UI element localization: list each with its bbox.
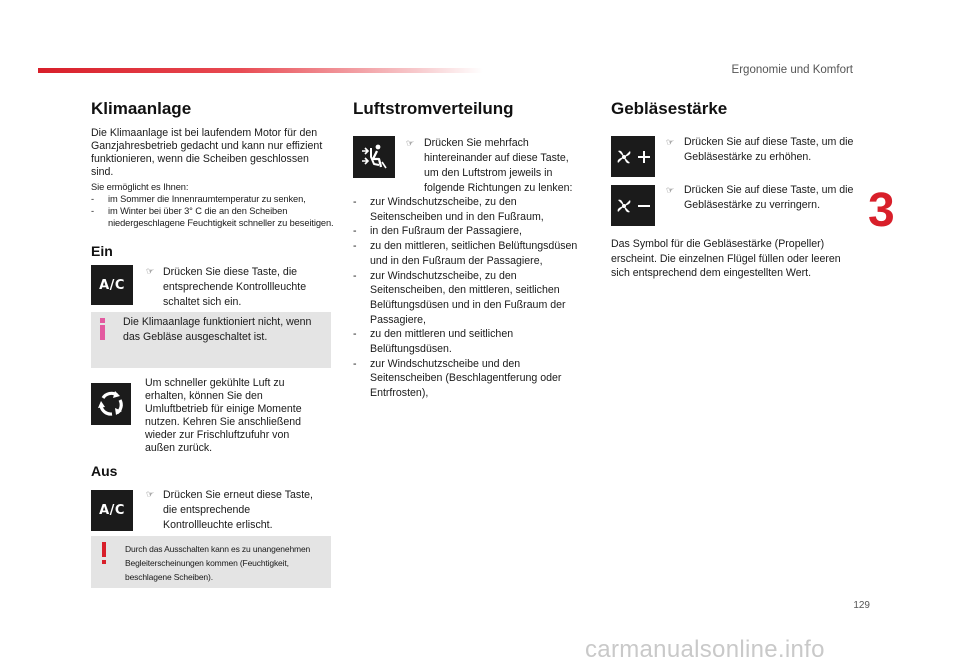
- recirculation-button: [91, 383, 131, 425]
- ac-button-label: A/C: [99, 277, 125, 293]
- warning-icon: [99, 541, 109, 565]
- air-direction-item: - zur Windschutzscheibe, zu den Seitenscheiben, den mittleren, seitlichen Belüftungsdüsen und in den Fußraum der Passagiere,: [353, 269, 588, 328]
- geblaese-heading: Gebläsestärke: [611, 99, 728, 118]
- ein-instruction: Drücken Sie diese Taste, die entsprechende Kontrollleuchte schaltet sich ein.: [163, 266, 307, 308]
- enables-item: - im Sommer die Innenraumtemperatur zu senken,: [91, 193, 336, 205]
- fan-plus-icon: [614, 145, 652, 169]
- ac-on-button: [91, 265, 133, 305]
- air-direction-item: - zu den mittleren, seitlichen Belüftungsdüsen und in den Fußraum der Passagiere,: [353, 239, 588, 268]
- ac-off-button: [91, 490, 133, 531]
- finger-bullet-icon: ☞: [666, 185, 675, 195]
- recirculation-text: Um schneller gekühlte Luft zu erhalten, können Sie den Umluftbetrieb für einige Momente nutzen. Kehren Sie anschließend wieder zur Frischluftzufuhr von außen zurück.: [145, 377, 302, 454]
- air-distribution-icon: [359, 142, 389, 172]
- warning-note-box: [91, 536, 331, 588]
- ac-button-label: A/C: [99, 503, 125, 518]
- klimaanlage-intro: Die Klimaanlage ist bei laufendem Motor für den Ganzjahresbetrieb gedacht und kann nur effizient funktionieren, wenn die Scheiben geschlossen sind.: [91, 127, 323, 178]
- fan-minus-icon: [614, 194, 652, 218]
- klimaanlage-heading: Klimaanlage: [91, 99, 192, 118]
- section-title: Ergonomie und Komfort: [731, 64, 853, 76]
- aus-heading: Aus: [91, 463, 118, 479]
- klimaanlage-enables: [91, 181, 336, 229]
- air-direction-item: - zur Windschutzscheibe, zu den Seitenscheiben und in den Fußraum,: [353, 195, 588, 224]
- fan-increase-instruction: Drücken Sie auf diese Taste, um die Gebläsestärke zu erhöhen.: [684, 136, 854, 163]
- air-distribution-button: [353, 136, 395, 178]
- fan-description: Das Symbol für die Gebläsestärke (Propeller) erscheint. Die einzelnen Flügel füllen oder leeren sich entsprechend dem eingestellten Wert.: [611, 238, 841, 279]
- finger-bullet-icon: ☞: [406, 138, 415, 148]
- page-number: 129: [853, 600, 870, 611]
- info-note-text: Die Klimaanlage funktioniert nicht, wenn das Gebläse ausgeschaltet ist.: [123, 316, 312, 343]
- air-direction-item: - zur Windschutzscheibe und den Seitenscheiben (Beschlagentferung oder Entrfrosten),: [353, 357, 588, 401]
- finger-bullet-icon: ☞: [146, 266, 155, 276]
- finger-bullet-icon: ☞: [146, 489, 155, 499]
- air-direction-item: - in den Fußraum der Passagiere,: [353, 224, 588, 239]
- header-red-bar: [38, 68, 483, 73]
- enables-item: - im Winter bei über 3° C die an den Scheiben niedergeschlagene Feuchtigkeit schneller zu beseitigen.: [91, 205, 336, 229]
- ein-heading: Ein: [91, 243, 113, 259]
- fan-decrease-instruction: Drücken Sie auf diese Taste, um die Gebläsestärke zu verringern.: [684, 184, 854, 211]
- warning-note-text: Durch das Ausschalten kann es zu unangenehmen Begleiterscheinungen kommen (Feuchtigkeit, beschlagene Scheiben).: [125, 544, 311, 582]
- aus-instruction: Drücken Sie erneut diese Taste, die entsprechende Kontrollleuchte erlischt.: [163, 489, 313, 531]
- fan-increase-button: [611, 136, 655, 177]
- fan-decrease-button: [611, 185, 655, 226]
- watermark-text: carmanualsonline.info: [585, 636, 825, 663]
- info-note-box: [91, 312, 331, 368]
- enables-label: Sie ermöglicht es Ihnen:: [91, 182, 189, 192]
- chapter-number: 3: [868, 184, 895, 237]
- air-direction-item: - zu den mittleren und seitlichen Belüftungsdüsen.: [353, 327, 588, 356]
- luftstrom-instruction: Drücken Sie mehrfach hintereinander auf diese Taste, um den Luftstrom jeweils in folgende Richtungen zu lenken:: [424, 137, 573, 194]
- luftstrom-heading: Luftstromverteilung: [353, 99, 514, 118]
- recirculation-icon: [95, 388, 127, 420]
- air-direction-list: [353, 195, 588, 401]
- finger-bullet-icon: ☞: [666, 137, 675, 147]
- info-icon: [97, 317, 109, 341]
